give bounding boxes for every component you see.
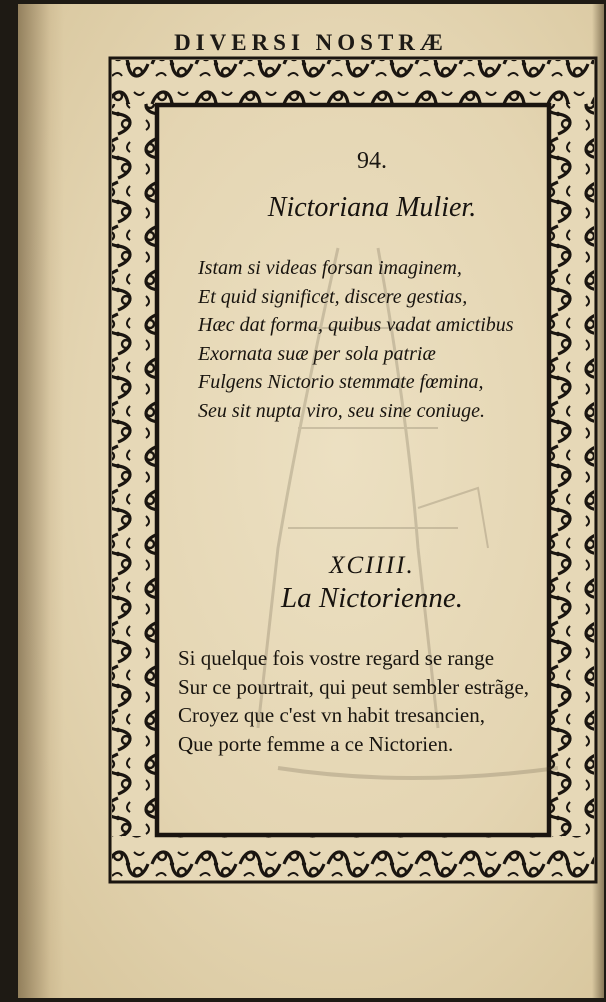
- page-number: 94.: [357, 148, 387, 174]
- latin-verse-line: Exornata suæ per sola patriæ: [198, 342, 436, 365]
- french-verse-line: Croyez que c'est vn habit tresancien,: [178, 703, 486, 727]
- latin-verse-line: Istam si videas forsan imaginem,: [198, 257, 462, 279]
- latin-verse: [198, 254, 570, 425]
- latin-verse-line: Et quid significet, discere gestias,: [198, 285, 468, 308]
- latin-title: Nictoriana Mulier.: [267, 192, 477, 223]
- french-title: La Nictorienne.: [280, 582, 464, 614]
- french-number: XCIIII.: [329, 552, 415, 579]
- french-verse-line: Que porte femme a ce Nictorien.: [178, 731, 454, 756]
- latin-verse-line: Seu sit nupta viro, seu sine coniuge.: [198, 399, 485, 422]
- french-verse: [178, 644, 568, 758]
- book-page: [18, 4, 604, 998]
- latin-verse-line: Fulgens Nictorio stemmate fœmina,: [198, 371, 484, 393]
- running-head: DIVERSI NOSTRÆ: [174, 30, 448, 55]
- french-verse-line: Si quelque fois vostre regard se range: [178, 646, 495, 670]
- latin-verse-line: Hæc dat forma, quibus vadat amictibus: [198, 314, 514, 336]
- french-verse-line: Sur ce pourtrait, qui peut sembler estrãge,: [178, 674, 530, 699]
- page-content: [176, 108, 568, 838]
